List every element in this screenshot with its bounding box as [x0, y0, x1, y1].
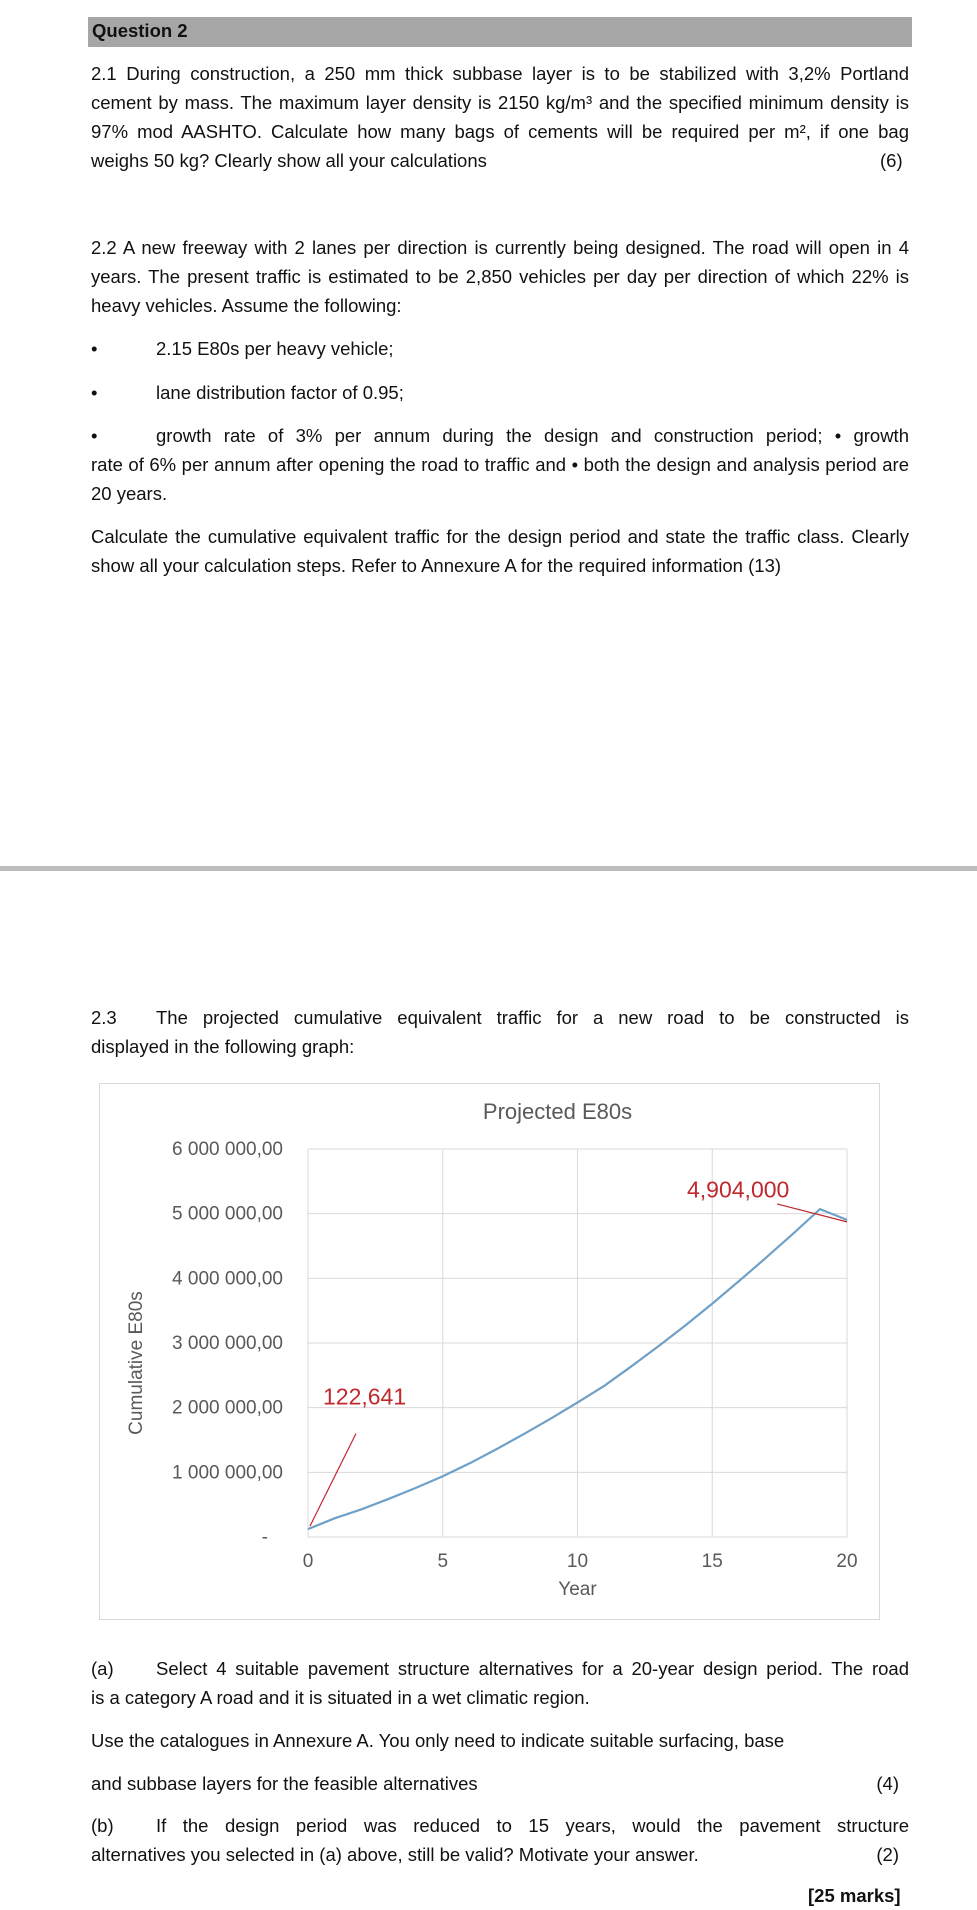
x-tick-label: 20	[836, 1551, 857, 1572]
question-2-3-text-continued: displayed in the following graph:	[91, 1032, 909, 1061]
y-tick-label: 5 000 000,00	[172, 1204, 283, 1225]
x-axis-title: Year	[558, 1579, 597, 1600]
question-2-1	[91, 59, 909, 175]
question-2-3-a	[91, 1654, 909, 1798]
y-tick-label: 2 000 000,00	[172, 1398, 283, 1419]
question-2-3-a-line1: Select 4 suitable pavement structure alternatives for a 20-year design period. The road	[156, 1654, 909, 1683]
bullet-item	[91, 421, 909, 508]
chart-frame	[99, 1083, 880, 1620]
bullet-text: growth rate of 3% per annum during the design and construction period; • growth	[91, 421, 909, 450]
bullet-dot: •	[91, 334, 97, 363]
y-tick-label: 4 000 000,00	[172, 1268, 283, 1289]
question-header	[88, 17, 912, 47]
bullet-dot: •	[91, 421, 97, 450]
question-2-2-task-text: Calculate the cumulative equivalent traffic for the design period and state the traffic class. Clearly show all your calculation steps. Refer to Annexure A for the required information	[91, 526, 909, 576]
x-tick-label: 5	[437, 1551, 448, 1572]
data-label-start: 122,641	[323, 1383, 406, 1409]
question-2-3-b-marks: (2)	[876, 1840, 899, 1869]
bullet-text: 2.15 E80s per heavy vehicle;	[156, 334, 394, 363]
question-2-3-a-line4: and subbase layers for the feasible alternatives	[91, 1773, 478, 1794]
x-tick-label: 15	[702, 1551, 723, 1572]
question-2-3-b-line1: If the design period was reduced to 15 years, would the pavement structure	[156, 1811, 909, 1840]
data-label-leader	[310, 1434, 356, 1527]
question-title: Question 2	[92, 20, 188, 42]
x-tick-label: 0	[303, 1551, 314, 1572]
question-2-2-marks: (13)	[748, 555, 781, 576]
data-label-end: 4,904,000	[687, 1177, 789, 1203]
y-axis-title: Cumulative E80s	[126, 1291, 147, 1435]
bullet-text: lane distribution factor of 0.95;	[156, 378, 404, 407]
question-2-1-text: 2.1 During construction, a 250 mm thick subbase layer is to be stabilized with 3,2% Portland cement by mass. The maximum layer density is 2150 kg/m³ and the specified minimum density is 97% mod AASHTO. Calculate how many bags of cements will be required per m², if one bag weighs 50 kg? Clearly show all your calculations	[91, 63, 909, 171]
question-2-3-a-label: (a)	[91, 1654, 156, 1683]
question-2-3-a-marks: (4)	[876, 1769, 899, 1798]
question-2-3-b-line2: alternatives you selected in (a) above, still be valid? Motivate your answer.	[91, 1844, 699, 1865]
page-divider	[0, 866, 977, 871]
question-2-3-a-line2: is a category A road and it is situated in a wet climatic region.	[91, 1683, 909, 1712]
y-tick-label: 3 000 000,00	[172, 1333, 283, 1354]
question-2-3-number: 2.3	[91, 1003, 156, 1032]
y-tick-label: 1 000 000,00	[172, 1462, 283, 1483]
question-2-2-intro: 2.2 A new freeway with 2 lanes per direction is currently being designed. The road will open in 4 years. The present traffic is estimated to be 2,850 vehicles per day per direction of which 22% is heavy vehicles. Assume the following:	[91, 233, 909, 320]
x-tick-label: 10	[567, 1551, 588, 1572]
question-2-3-b	[91, 1811, 909, 1869]
question-2-3-b-label: (b)	[91, 1811, 156, 1840]
data-label-leader	[777, 1204, 847, 1222]
question-2-3-text: The projected cumulative equivalent traffic for a new road to be constructed is	[156, 1003, 909, 1032]
y-tick-label: 6 000 000,00	[172, 1139, 283, 1160]
question-2-1-marks: (6)	[880, 146, 903, 175]
question-2-3-a-line3: Use the catalogues in Annexure A. You only need to indicate suitable surfacing, base	[91, 1726, 909, 1755]
question-2-2-task	[91, 522, 909, 580]
total-marks: [25 marks]	[808, 1881, 901, 1910]
question-2-3	[91, 1003, 909, 1061]
chart-title: Projected E80s	[483, 1099, 632, 1124]
bullet-dot: •	[91, 378, 97, 407]
bullet-text-continued: rate of 6% per annum after opening the road to traffic and • both the design and analysis period are 20 years.	[91, 450, 909, 508]
projected-e80s-chart	[100, 1084, 879, 1619]
y-tick-label: -	[262, 1527, 268, 1548]
